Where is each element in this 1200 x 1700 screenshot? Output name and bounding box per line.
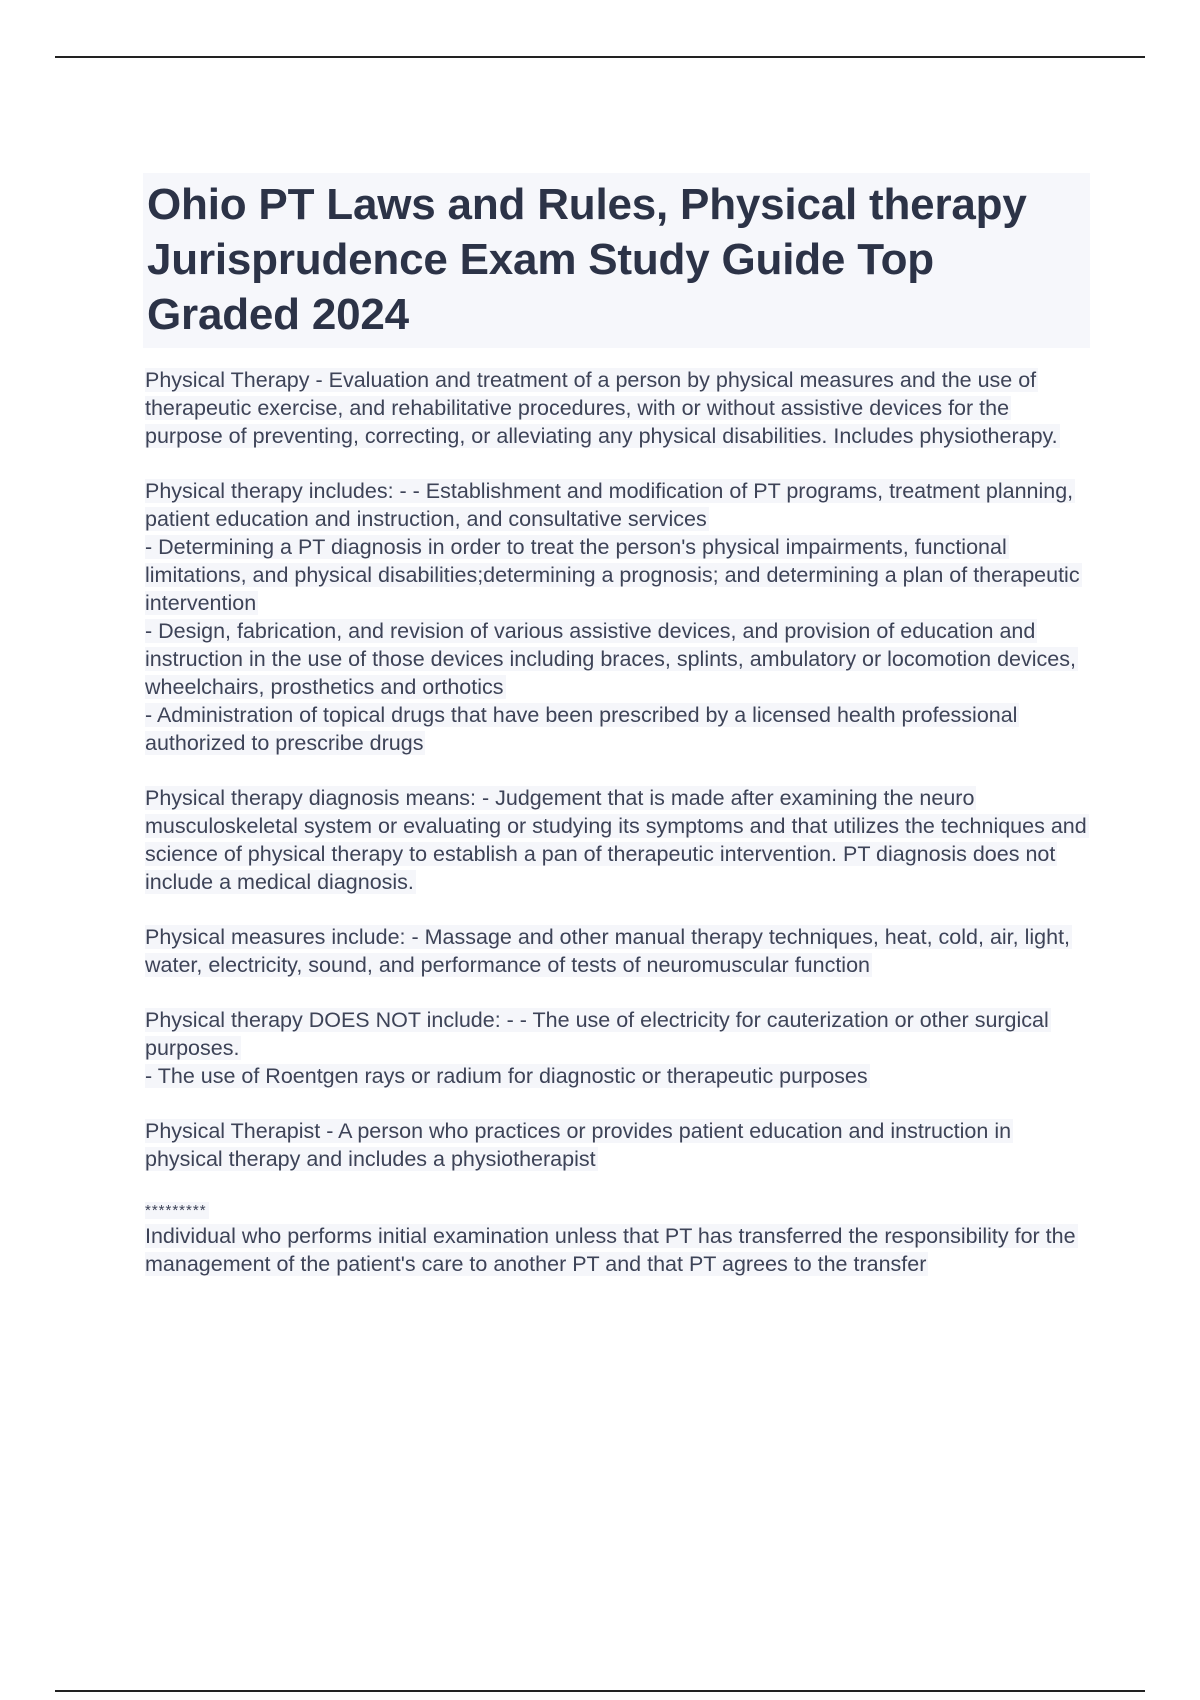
entry-physical-therapist [145,1117,1090,1173]
entry-physical-measures [145,923,1090,979]
hidden-term-stars: ********* [145,1202,207,1219]
entry-line: Physical Therapist - A person who practices or provides patient education and instruction in physical therapy and includes a physiotherapist [145,1119,1012,1171]
top-divider [55,56,1145,58]
entry-line: - Administration of topical drugs that have been prescribed by a licensed health professional authorized to prescribe drugs [145,703,1018,755]
entry-line: Individual who performs initial examination unless that PT has transferred the responsibility for the management of the patient's care to another PT and that PT agrees to the transfer [145,1224,1076,1276]
entry-line: - Determining a PT diagnosis in order to treat the person's physical impairments, functional limitations, and physical disabilities;determining a prognosis; and determining a plan of therapeutic intervention [145,535,1080,615]
entry-line: Physical Therapy - Evaluation and treatment of a person by physical measures and the use of therapeutic exercise, and rehabilitative procedures, with or without assistive devices for the purpose of preventing, correcting, or alleviating any physical disabilities. Includes physiotherapy. [145,368,1058,448]
entry-line: Physical therapy diagnosis means: - Judgement that is made after examining the neuro musculoskeletal system or evaluating or studying its symptoms and that utilizes the techniques and science of physical therapy to establish a pan of therapeutic intervention. PT diagnosis does not include a medical diagnosis. [145,786,1087,894]
entry-line: Physical therapy includes: - - Establishment and modification of PT programs, treatment planning, patient education and instruction, and consultative services [145,479,1074,531]
title-block [143,173,1090,348]
bottom-divider [55,1690,1145,1692]
entry-line: - Design, fabrication, and revision of various assistive devices, and provision of education and instruction in the use of those devices including braces, splints, ambulatory or locomotion devices, wheelchairs, prosthetics and orthotics [145,619,1076,699]
entry-physical-therapy-includes [145,477,1090,757]
entry-physical-therapy-excludes [145,1006,1090,1090]
entry-hidden-term [145,1200,1090,1278]
entry-line: Physical measures include: - Massage and other manual therapy techniques, heat, cold, air, light, water, electricity, sound, and performance of tests of neuromuscular function [145,925,1071,977]
document-body [145,366,1090,1305]
entry-line: - The use of Roentgen rays or radium for diagnostic or therapeutic purposes [145,1064,868,1088]
entry-physical-therapy-diagnosis [145,784,1090,896]
entry-line: Physical therapy DOES NOT include: - - The use of electricity for cauterization or other surgical purposes. [145,1008,1049,1060]
entry-physical-therapy [145,366,1090,450]
document-title: Ohio PT Laws and Rules, Physical therapy Jurisprudence Exam Study Guide Top Graded 2024 [147,180,1027,339]
